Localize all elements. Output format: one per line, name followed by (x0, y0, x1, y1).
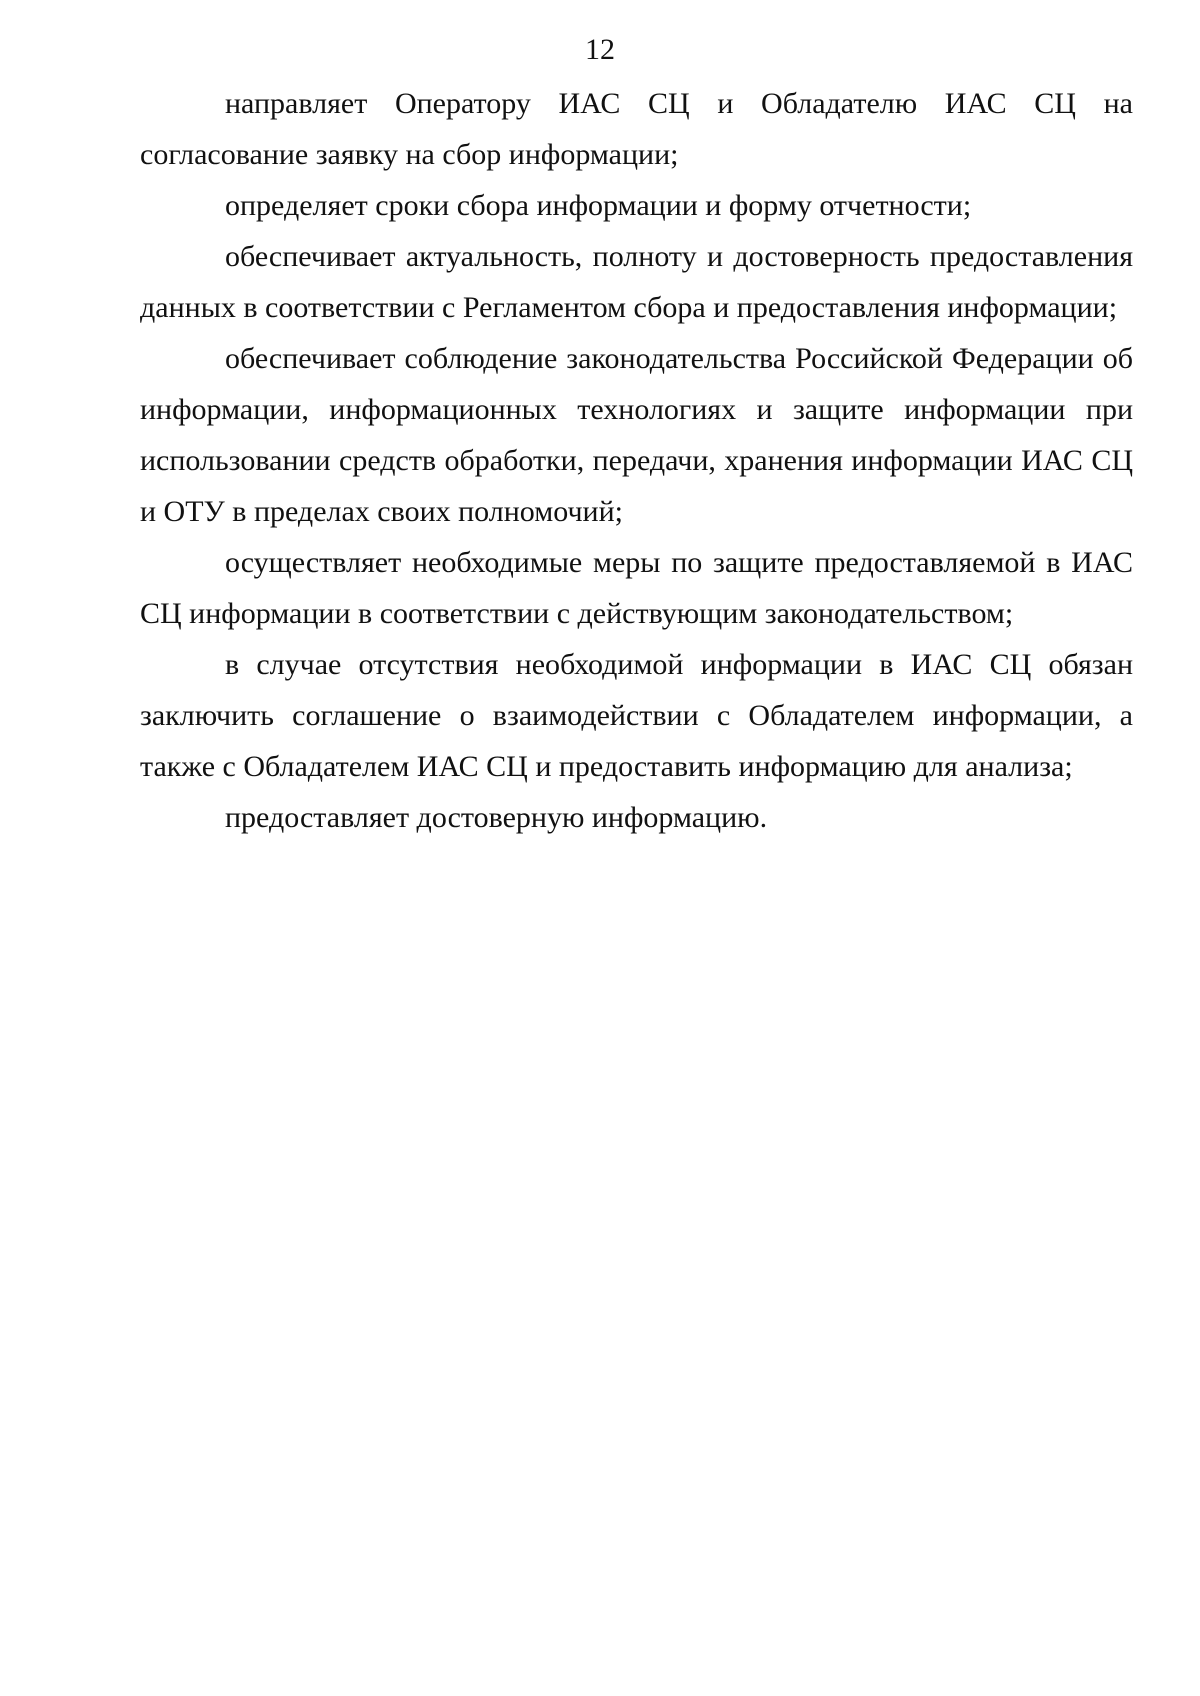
paragraph-send-request: направляет Оператору ИАС СЦ и Обладателю ИАС СЦ на согласование заявку на сбор информации; (140, 87, 1133, 171)
page-number: 12 (585, 33, 615, 66)
paragraph-define-terms: определяет сроки сбора информации и форму отчетности; (225, 189, 972, 222)
document-body (140, 78, 1133, 843)
paragraph-protection-measures: осуществляет необходимые меры по защите предоставляемой в ИАС СЦ информации в соответствии с действующим законодательством; (140, 546, 1133, 630)
paragraph-ensure-compliance: обеспечивает соблюдение законодательства Российской Федерации об информации, информационных технологиях и защите информации при использовании средств обработки, передачи, хранения информации ИАС СЦ и ОТУ в пределах своих полномочий; (140, 342, 1133, 528)
paragraph-missing-information: в случае отсутствия необходимой информации в ИАС СЦ обязан заключить соглашение о взаимодействии с Обладателем информации, а также с Обладателем ИАС СЦ и предоставить информацию для анализа; (140, 648, 1133, 783)
paragraph-provide-information: предоставляет достоверную информацию. (225, 801, 768, 834)
paragraph-ensure-relevance: обеспечивает актуальность, полноту и достоверность предоставления данных в соответствии с Регламентом сбора и предоставления информации; (140, 240, 1133, 324)
